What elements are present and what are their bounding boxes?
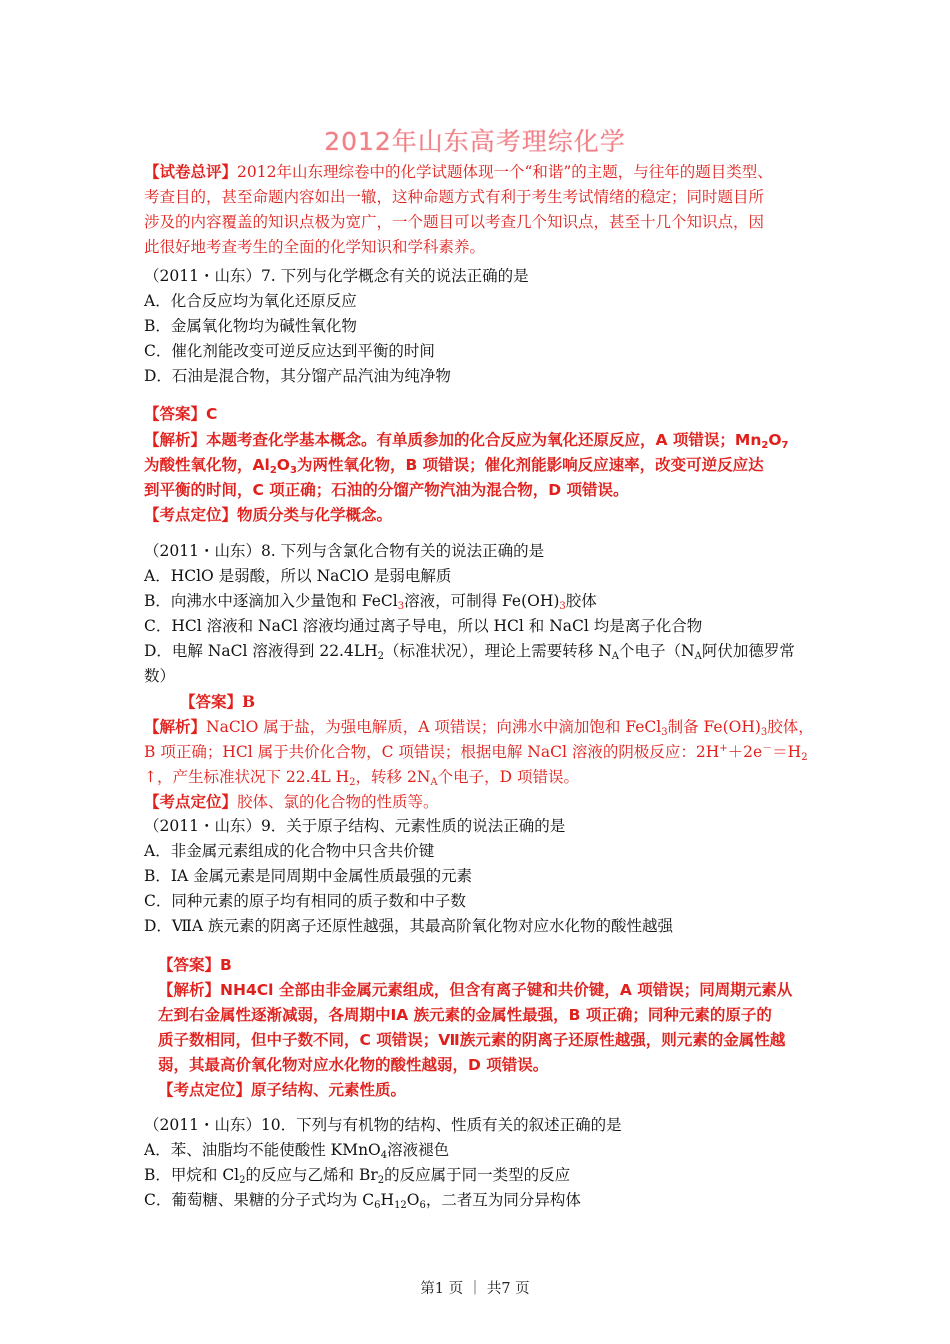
question-9-option: C．同种元素的原子均有相同的质子数和中子数	[144, 892, 466, 910]
question-7-analysis: 【解析】本题考查化学基本概念。有单质参加的化合反应为氧化还原反应，A 项错误；$Mn_2O_7$	[144, 431, 789, 451]
question-9-analysis: 左到右金属性逐渐减弱，各周期中ⅠA 族元素的金属性最强，B 项正确；同种元素的原子的	[158, 1006, 772, 1024]
question-10-stem: （2011・山东）10．下列与有机物的结构、性质有关的叙述正确的是	[144, 1116, 622, 1134]
question-8-option: C．HCl 溶液和 NaCl 溶液均通过离子导电，所以 HCl 和 NaCl 均是离子化合物	[144, 617, 703, 635]
document-title: 2012年山东高考理综化学	[324, 127, 626, 156]
review-line: 考查目的，甚至命题内容如出一辙，这种命题方式有利于考生考试情绪的稳定；同时题目所	[144, 188, 765, 206]
question-7-point: 【考点定位】物质分类与化学概念。	[144, 506, 393, 524]
question-7-analysis: 到平衡的时间，C 项正确；石油的分馏产物汽油为混合物，D 项错误。	[144, 481, 629, 499]
question-10-option: A．苯、油脂均不能使酸性 KMnO$_4$溶液褪色	[144, 1141, 450, 1161]
question-8-analysis: ↑，产生标准状况下 22.4L $H_2$，转移 $2N_A$个电子，D 项错误。	[144, 768, 579, 788]
question-7-analysis: 为酸性氧化物，$Al_2O_3$为两性氧化物，B 项错误；催化剂能影响反应速率，改变可逆反应达	[144, 456, 764, 476]
question-8-option: 数）	[144, 667, 176, 685]
question-7-option: A．化合反应均为氧化还原反应	[144, 292, 357, 310]
question-9-stem: （2011・山东）9．关于原子结构、元素性质的说法正确的是	[144, 817, 566, 835]
review-line: 【试卷总评】2012年山东理综卷中的化学试题体现一个“和谐”的主题，与往年的题目类型、	[144, 162, 773, 181]
question-8-stem: （2011・山东）8. 下列与含氯化合物有关的说法正确的是	[144, 542, 545, 560]
question-7-option: B．金属氧化物均为碱性氧化物	[144, 317, 357, 335]
review-line: 涉及的内容覆盖的知识点极为宽广，一个题目可以考查几个知识点，甚至十几个知识点，因	[144, 213, 765, 231]
review-tag: 【试卷总评】	[144, 162, 238, 181]
question-8-option: D．电解 NaCl 溶液得到 $22.4LH_2$（标准状况），理论上需要转移 $N_A$个电子（$N_A$阿伏加德罗常	[144, 642, 795, 662]
question-8-analysis: B 项正确；HCl 属于共价化合物，C 项错误；根据电解 NaCl 溶液的阴极反应：$2H^++2e^-=H_2$	[144, 742, 808, 763]
question-9-analysis: 【解析】NH4Cl 全部由非金属元素组成，但含有离子键和共价键，A 项错误；同周期元素从	[158, 981, 793, 999]
question-8-analysis: 【解析】NaClO 属于盐，为强电解质，A 项错误；向沸水中滴加饱和 FeCl$_3$制备 $Fe(OH)_3$胶体，	[144, 717, 814, 738]
question-7-stem: （2011・山东）7. 下列与化学概念有关的说法正确的是	[144, 267, 529, 285]
question-9-option: B．ⅠA 金属元素是同周期中金属性质最强的元素	[144, 867, 473, 885]
question-9-answer: 【答案】B	[158, 956, 232, 974]
question-8-option: B．向沸水中逐滴加入少量饱和 FeCl$_3$溶液，可制得 $Fe(OH)_3$胶体	[144, 592, 597, 612]
question-7-option: C．催化剂能改变可逆反应达到平衡的时间	[144, 342, 435, 360]
question-9-analysis: 质子数相同，但中子数不同，C 项错误；Ⅶ族元素的阴离子还原性越强，则元素的金属性越	[158, 1031, 786, 1049]
page-footer: 第1 页 ｜ 共7 页	[420, 1281, 530, 1297]
question-10-option: C．葡萄糖、果糖的分子式均为 $C_6H_{12}O_6$，二者互为同分异构体	[144, 1191, 581, 1211]
review-line: 此很好地考查考生的全面的化学知识和学科素养。	[144, 238, 486, 256]
question-9-option: D．ⅦA 族元素的阴离子还原性越强，其最高阶氧化物对应水化物的酸性越强	[144, 917, 674, 935]
question-8-point: 【考点定位】胶体、氯的化合物的性质等。	[144, 792, 439, 811]
question-7-answer: 【答案】C	[144, 405, 218, 423]
question-7-option: D．石油是混合物，其分馏产品汽油为纯净物	[144, 367, 451, 385]
question-10-option: B．甲烷和 $Cl_2$的反应与乙烯和 $Br_2$的反应属于同一类型的反应	[144, 1166, 571, 1186]
question-8-answer: 【答案】B	[180, 692, 256, 711]
question-9-point: 【考点定位】原子结构、元素性质。	[158, 1081, 407, 1099]
question-9-analysis: 弱，其最高价氧化物对应水化物的酸性越弱，D 项错误。	[158, 1056, 549, 1074]
question-8-option: A．HClO 是弱酸，所以 NaClO 是弱电解质	[144, 567, 452, 585]
question-9-option: A．非金属元素组成的化合物中只含共价键	[144, 842, 435, 860]
